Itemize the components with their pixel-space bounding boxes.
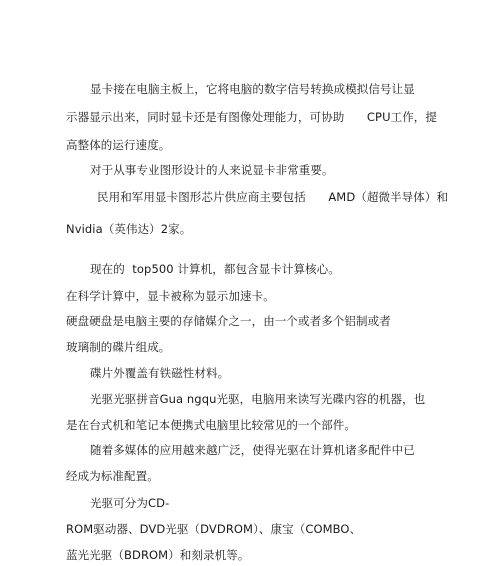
paragraph-line: 经成为标准配置。 bbox=[66, 469, 159, 483]
paragraph-line: 对于从事专业图形设计的人来说显卡非常重要。 bbox=[90, 163, 334, 177]
paragraph-line: 民用和军用显卡图形芯片供应商主要包括 AMD（超微半导体）和 bbox=[97, 190, 449, 204]
paragraph-line: 示器显示出来，同时显卡还是有图像处理能力，可协助 CPU工作，提 bbox=[66, 110, 438, 124]
paragraph-line: 光驱光驱拼音Gua ngqu光驱，电脑用来读写光碟内容的机器，也 bbox=[90, 392, 426, 406]
paragraph-line: 硬盘硬盘是电脑主要的存储媒介之一，由一个或者多个铝制或者 bbox=[66, 314, 391, 328]
paragraph-line: 蓝光光驱（BDROM）和刻录机等。 bbox=[66, 548, 250, 562]
paragraph-line: 是在台式机和笔记本便携式电脑里比较常见的一个部件。 bbox=[66, 418, 356, 432]
paragraph-line: 光驱可分为CD- bbox=[90, 496, 170, 510]
paragraph-line: 随着多媒体的应用越来越广泛，使得光驱在计算机诸多配件中已 bbox=[90, 443, 415, 457]
paragraph-line: 在科学计算中，显卡被称为显示加速卡。 bbox=[66, 289, 275, 303]
paragraph-line: 现在的 top500 计算机，都包含显卡计算核心。 bbox=[90, 262, 340, 276]
paragraph-line: 高整体的运行速度。 bbox=[66, 138, 171, 152]
paragraph-line: 碟片外覆盖有铁磁性材料。 bbox=[90, 366, 230, 380]
paragraph-line: 显卡接在电脑主板上，它将电脑的数字信号转换成模拟信号让显 bbox=[90, 82, 415, 96]
paragraph-line: 玻璃制的碟片组成。 bbox=[66, 340, 171, 354]
paragraph-line: Nvidia（英伟达）2家。 bbox=[66, 222, 192, 236]
paragraph-line: ROM驱动器、DVD光驱（DVDROM）、康宝（COMBO、 bbox=[66, 522, 362, 536]
